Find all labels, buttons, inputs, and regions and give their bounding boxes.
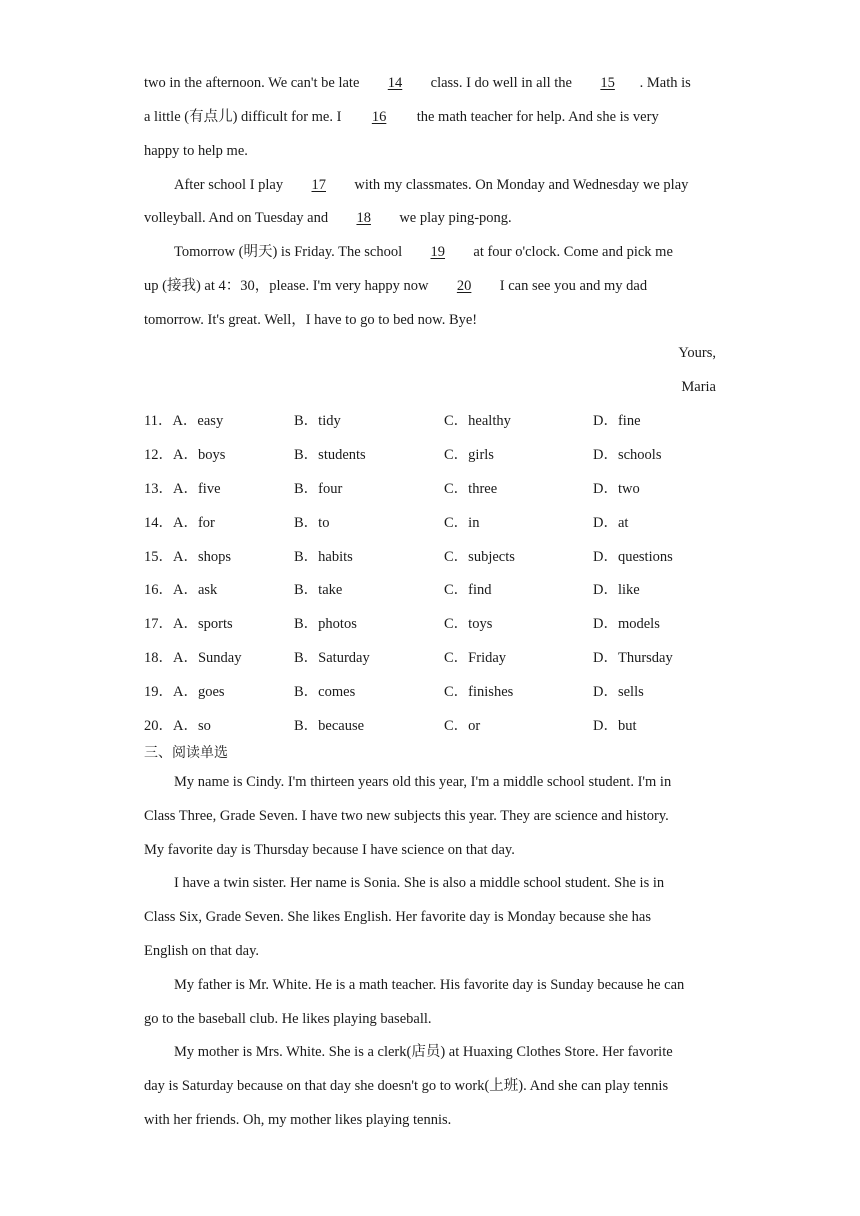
letter-line-2 (144, 107, 716, 127)
reading-p3-line-1: My father is Mr. White. He is a math teacher. His favorite day is Sunday because he can (174, 977, 685, 993)
question-20-options (144, 716, 744, 736)
option-c: C．subjects (444, 549, 515, 565)
reading-p1-line-3: My favorite day is Thursday because I have science on that day. (144, 842, 515, 858)
question-12-options (144, 445, 744, 465)
text: a little (有点儿) difficult for me. I (144, 109, 346, 125)
option-a: 16．A．ask (144, 582, 218, 598)
letter-line-1 (144, 73, 716, 93)
question-11-options (144, 411, 744, 431)
option-c: C．or (444, 718, 481, 734)
letter-line-3: happy to help me. (144, 143, 248, 159)
reading-p2-line-1: I have a twin sister. Her name is Sonia. She is also a middle school student. She is in (174, 875, 665, 891)
question-15-options (144, 547, 744, 567)
blank-17: 17 (311, 177, 326, 193)
reading-p2-line-2: Class Six, Grade Seven. She likes English. Her favorite day is Monday because she has (144, 909, 651, 925)
text: volleyball. And on Tuesday and (144, 210, 332, 226)
option-d: D．Thursday (593, 650, 673, 666)
text: at four o'clock. Come and pick me (469, 244, 673, 260)
option-c: C．finishes (444, 684, 514, 700)
question-13-options (144, 479, 744, 499)
reading-p4-line-3: with her friends. Oh, my mother likes playing tennis. (144, 1112, 452, 1128)
option-b: B．students (294, 447, 366, 463)
reading-p1-line-1: My name is Cindy. I'm thirteen years old this year, I'm a middle school student. I'm in (174, 774, 672, 790)
option-a: 19．A．goes (144, 684, 225, 700)
question-19-options (144, 682, 744, 702)
option-b: B．Saturday (294, 650, 370, 666)
blank-20: 20 (456, 278, 472, 294)
reading-p1-line-2: Class Three, Grade Seven. I have two new subjects this year. They are science and history. (144, 808, 669, 824)
option-c: C．healthy (444, 413, 511, 429)
question-18-options (144, 648, 744, 668)
option-c: C．find (444, 582, 492, 598)
reading-p4-line-1: My mother is Mrs. White. She is a clerk(店员) at Huaxing Clothes Store. Her favorite (174, 1044, 673, 1060)
option-a: 18．A．Sunday (144, 650, 242, 666)
letter-line-6 (174, 242, 716, 262)
option-d: D．two (593, 481, 640, 497)
section-title: 三、阅读单选 (144, 745, 228, 761)
option-b: B．to (294, 515, 330, 531)
option-d: D．but (593, 718, 637, 734)
question-16-options (144, 580, 744, 600)
option-c: C．girls (444, 447, 494, 463)
letter-line-5 (144, 208, 716, 228)
text: class. I do well in all the (427, 75, 576, 91)
text: the math teacher for help. And she is very (413, 109, 659, 125)
option-a: 12．A．boys (144, 447, 226, 463)
reading-p3-line-2: go to the baseball club. He likes playing baseball. (144, 1011, 432, 1027)
text: up (接我) at 4：30，please. I'm very happy now (144, 278, 433, 294)
question-14-options (144, 513, 744, 533)
option-d: D．fine (593, 413, 641, 429)
option-c: C．three (444, 481, 498, 497)
option-a: 13．A．five (144, 481, 221, 497)
text: After school I play (174, 177, 287, 193)
letter-line-4 (174, 175, 716, 195)
option-c: C．in (444, 515, 480, 531)
option-d: D．models (593, 616, 660, 632)
option-b: B．tidy (294, 413, 341, 429)
blank-14: 14 (387, 75, 403, 91)
option-a: 11．A．easy (144, 413, 224, 429)
letter-closing: Yours, (678, 345, 716, 361)
text: with my classmates. On Monday and Wednesday we play (350, 177, 689, 193)
option-b: B．four (294, 481, 343, 497)
option-a: 14．A．for (144, 515, 215, 531)
text: . Math is (639, 75, 691, 91)
option-d: D．at (593, 515, 629, 531)
option-c: C．toys (444, 616, 493, 632)
text: I can see you and my dad (496, 278, 648, 294)
option-a: 15．A．shops (144, 549, 232, 565)
letter-line-7 (144, 276, 716, 296)
blank-16: 16 (371, 109, 387, 125)
option-a: 20．A．so (144, 718, 211, 734)
option-a: 17．A．sports (144, 616, 233, 632)
text: Tomorrow (明天) is Friday. The school (174, 244, 406, 260)
blank-19: 19 (430, 244, 446, 260)
reading-p4-line-2: day is Saturday because on that day she doesn't go to work(上班). And she can play tennis (144, 1078, 669, 1094)
letter-signature: Maria (681, 379, 716, 395)
reading-p2-line-3: English on that day. (144, 943, 260, 959)
text: we play ping-pong. (395, 210, 512, 226)
option-d: D．schools (593, 447, 662, 463)
option-d: D．sells (593, 684, 644, 700)
option-d: D．questions (593, 549, 673, 565)
blank-15: 15 (600, 75, 615, 91)
question-17-options (144, 614, 744, 634)
option-c: C．Friday (444, 650, 507, 666)
option-d: D．like (593, 582, 640, 598)
option-b: B．comes (294, 684, 356, 700)
letter-line-8: tomorrow. It's great. Well，I have to go to bed now. Bye! (144, 312, 478, 328)
text: two in the afternoon. We can't be late (144, 75, 364, 91)
option-b: B．photos (294, 616, 357, 632)
option-b: B．because (294, 718, 365, 734)
blank-18: 18 (356, 210, 371, 226)
option-b: B．habits (294, 549, 353, 565)
option-b: B．take (294, 582, 343, 598)
